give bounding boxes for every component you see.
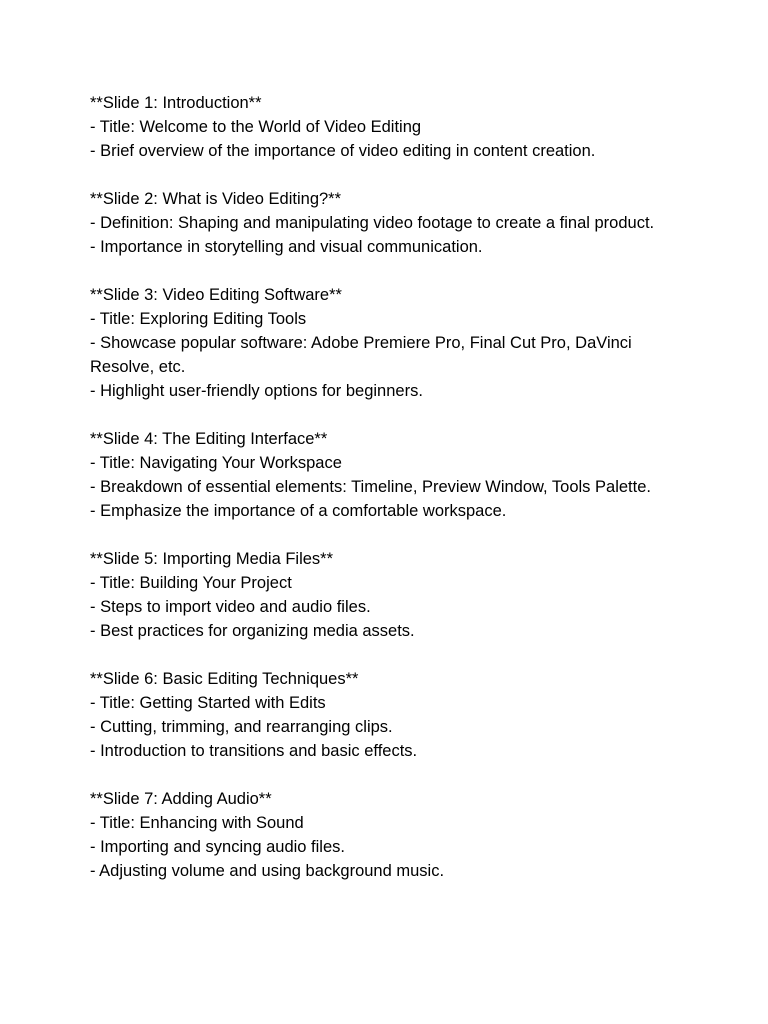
slide-1-section [90, 91, 708, 163]
slide-line: - Importance in storytelling and visual communication. [90, 238, 483, 256]
slide-line: - Best practices for organizing media assets. [90, 622, 415, 640]
slide-4-section [90, 427, 708, 523]
slide-line: - Brief overview of the importance of video editing in content creation. [90, 142, 596, 160]
slide-6-section [90, 667, 708, 763]
slide-line: - Title: Building Your Project [90, 574, 292, 592]
slide-2-section [90, 187, 708, 259]
slide-line: - Importing and syncing audio files. [90, 838, 345, 856]
slide-3-section [90, 283, 708, 403]
slide-line: - Highlight user-friendly options for beginners. [90, 382, 423, 400]
slide-line: - Steps to import video and audio files. [90, 598, 371, 616]
slide-line: - Showcase popular software: Adobe Premiere Pro, Final Cut Pro, DaVinci Resolve, etc. [90, 334, 632, 376]
slide-heading: **Slide 5: Importing Media Files** [90, 550, 334, 568]
slide-7-section [90, 787, 708, 883]
slide-line: - Introduction to transitions and basic effects. [90, 742, 418, 760]
slide-heading: **Slide 6: Basic Editing Techniques** [90, 670, 359, 688]
slide-line: - Title: Welcome to the World of Video Editing [90, 118, 422, 136]
slide-line: - Title: Enhancing with Sound [90, 814, 304, 832]
slide-line: - Cutting, trimming, and rearranging clips. [90, 718, 393, 736]
slide-heading: **Slide 7: Adding Audio** [90, 790, 272, 808]
slide-line: - Adjusting volume and using background music. [90, 862, 445, 880]
slide-heading: **Slide 4: The Editing Interface** [90, 430, 328, 448]
slide-line: - Title: Exploring Editing Tools [90, 310, 307, 328]
slide-heading: **Slide 2: What is Video Editing?** [90, 190, 342, 208]
slide-line: - Definition: Shaping and manipulating video footage to create a final product. [90, 214, 655, 232]
slide-line: - Emphasize the importance of a comfortable workspace. [90, 502, 507, 520]
slide-heading: **Slide 3: Video Editing Software** [90, 286, 342, 304]
slide-line: - Title: Getting Started with Edits [90, 694, 326, 712]
slide-line: - Title: Navigating Your Workspace [90, 454, 342, 472]
slide-5-section [90, 547, 708, 643]
slide-line: - Breakdown of essential elements: Timeline, Preview Window, Tools Palette. [90, 478, 651, 496]
slide-heading: **Slide 1: Introduction** [90, 94, 262, 112]
